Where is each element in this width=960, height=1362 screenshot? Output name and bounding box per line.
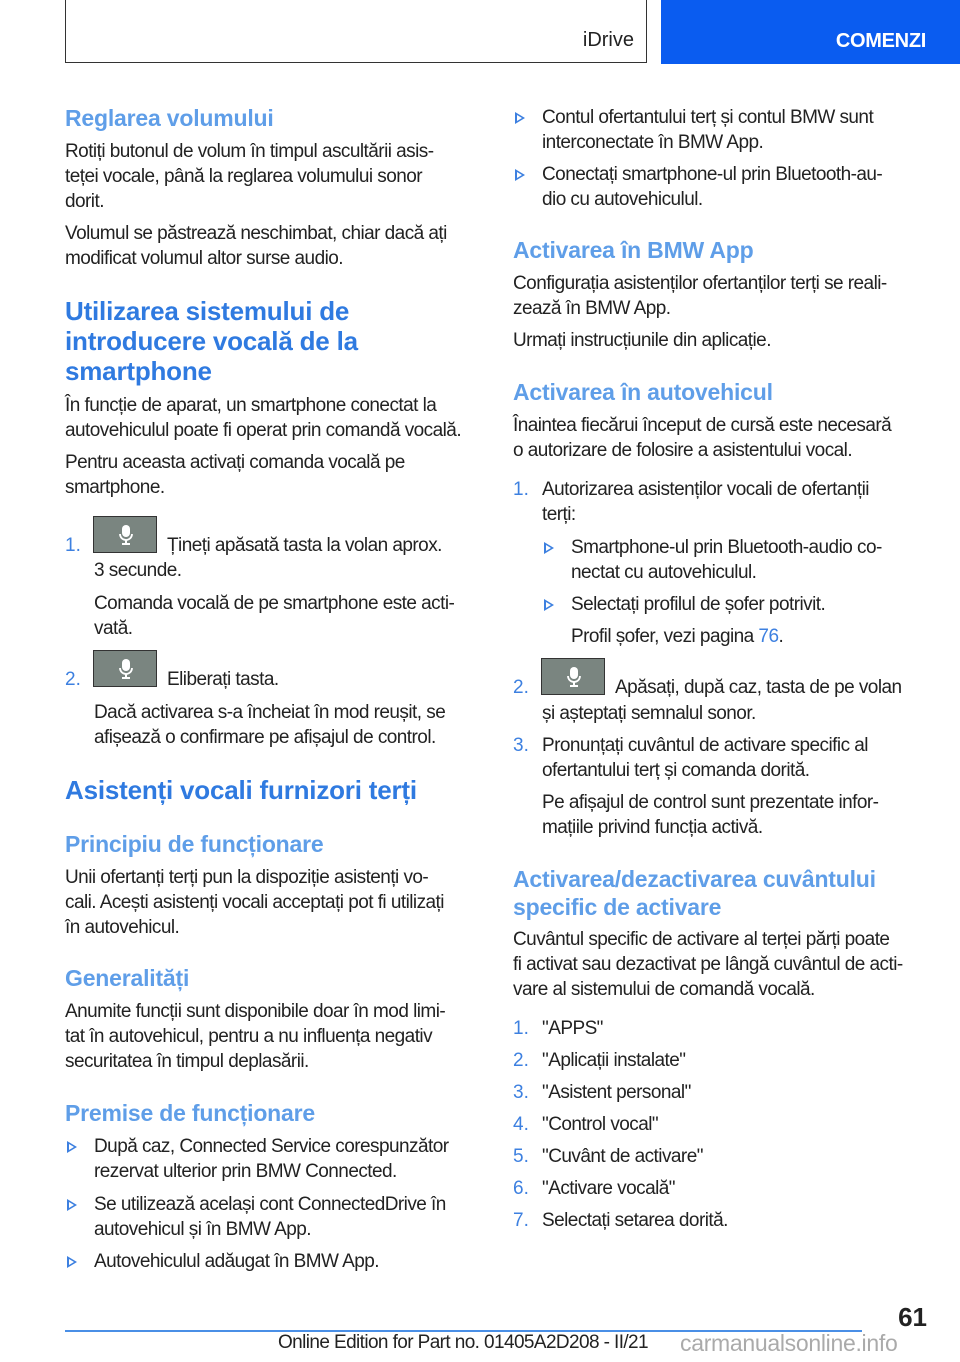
step-text: Selectați setarea dorită.	[542, 1210, 728, 1231]
paragraph: Înaintea fiecărui început de cursă este necesară o autorizare de folosire a asistentului vocal.	[513, 415, 892, 461]
step-number: 1.	[513, 479, 529, 500]
paragraph: Cuvântul specific de activare al terței părți poate fi activat sau dezactivat pe lângă cuvântul de acti- vare al sistemului de comandă vocală.	[513, 929, 903, 1000]
header-section-title: iDrive	[582, 29, 634, 51]
step-number: 3.	[513, 1082, 529, 1103]
heading-app-activation: Activarea în BMW App	[513, 237, 754, 263]
step-text: Pronunțați cuvântul de activare specific al ofertantului terț și comanda dorită.	[542, 735, 868, 781]
list-item: Se utilizează același cont ConnectedDrive în autovehicul și în BMW App.	[94, 1194, 446, 1240]
step-number: 1.	[65, 535, 81, 556]
step-number: 2.	[513, 1050, 529, 1071]
step-text: Eliberați tasta.	[167, 669, 279, 690]
microphone-icon	[118, 525, 134, 545]
step-text-continued: și așteptați semnalul sonor.	[542, 703, 756, 724]
step-number: 6.	[513, 1178, 529, 1199]
bullet-icon	[67, 1256, 77, 1268]
list-item: Autovehiculul adăugat în BMW App.	[94, 1251, 379, 1272]
step-text: "Cuvânt de activare"	[542, 1146, 703, 1167]
step-text-continued: 3 secunde.	[94, 560, 182, 581]
step-text: "APPS"	[542, 1018, 603, 1039]
step-number: 2.	[65, 669, 81, 690]
microphone-button-icon	[93, 650, 157, 687]
step-note: Dacă activarea s-a încheiat în mod reușit, se afișează o confirmare pe afișajul de control.	[94, 702, 446, 748]
microphone-button-icon	[541, 658, 605, 695]
step-number: 3.	[513, 735, 529, 756]
paragraph: Pentru aceasta activați comanda vocală pe smartphone.	[65, 452, 405, 498]
page-link[interactable]: 76	[758, 626, 779, 647]
paragraph: Urmați instrucțiunile din aplicație.	[513, 330, 771, 351]
step-number: 5.	[513, 1146, 529, 1167]
header-section-box	[65, 0, 647, 63]
profile-note	[571, 624, 783, 649]
paragraph: Unii ofertanți terți pun la dispoziție asistenți vo- cali. Acești asistenți vocali acceptați pot fi utilizați în autovehicul.	[65, 867, 444, 938]
heading-principle: Principiu de funcționare	[65, 831, 324, 857]
watermark: carmanualsonline.info	[680, 1330, 898, 1356]
step-number: 4.	[513, 1114, 529, 1135]
step-text: Țineți apăsată tasta la volan aprox.	[167, 535, 442, 556]
profile-note-end: .	[778, 626, 784, 647]
step-text: "Control vocal"	[542, 1114, 659, 1135]
step-number: 1.	[513, 1018, 529, 1039]
step-text: Apăsați, după caz, tasta de pe volan	[615, 677, 902, 698]
bullet-icon	[544, 599, 554, 611]
page-number: 61	[898, 1302, 927, 1332]
step-text: Autorizarea asistenților vocali de ofertanții terți:	[542, 479, 869, 525]
paragraph: Anumite funcții sunt disponibile doar în mod limi- tat în autovehicul, pentru a nu influența negativ securitatea în timpul deplasării.	[65, 1001, 446, 1072]
bullet-icon	[67, 1199, 77, 1211]
microphone-icon	[118, 659, 134, 679]
step-text: "Activare vocală"	[542, 1178, 675, 1199]
heading-wake-word: Activarea/dezactivarea cuvântului specific de activare	[513, 866, 876, 920]
bullet-icon	[515, 112, 525, 124]
heading-third-party-assistants: Asistenți vocali furnizori terți	[65, 775, 417, 805]
list-item: Smartphone-ul prin Bluetooth-audio co- nectat cu autovehiculul.	[571, 537, 882, 583]
paragraph: Volumul se păstrează neschimbat, chiar dacă ați modificat volumul altor surse audio.	[65, 223, 447, 269]
list-item: După caz, Connected Service corespunzător rezervat ulterior prin BMW Connected.	[94, 1136, 449, 1182]
step-number: 7.	[513, 1210, 529, 1231]
footer-edition: Online Edition for Part no. 01405A2D208 - II/21	[278, 1332, 648, 1353]
heading-vehicle-activation: Activarea în autovehicul	[513, 379, 773, 405]
bullet-icon	[515, 169, 525, 181]
chapter-tab[interactable]	[661, 0, 960, 64]
step-note: Pe afișajul de control sunt prezentate infor- mațiile privind funcția activă.	[542, 792, 879, 838]
step-note: Comanda vocală de pe smartphone este acti- vată.	[94, 593, 455, 639]
paragraph: În funcție de aparat, un smartphone conectat la autovehiculul poate fi operat prin comandă vocală.	[65, 395, 462, 441]
chapter-tab-label: COMENZI	[835, 30, 926, 52]
heading-volume: Reglarea volumului	[65, 105, 274, 131]
step-text: "Asistent personal"	[542, 1082, 691, 1103]
paragraph: Rotiți butonul de volum în timpul ascultării asis- teței vocale, până la reglarea volumului sonor dorit.	[65, 141, 434, 212]
paragraph: Configurația asistenților ofertanților terți se reali- zează în BMW App.	[513, 273, 887, 319]
heading-smartphone: Utilizarea sistemului de introducere vocală de la smartphone	[65, 296, 358, 386]
profile-note-text: Profil șofer, vezi pagina	[571, 626, 759, 647]
bullet-icon	[67, 1141, 77, 1153]
step-number: 2.	[513, 677, 529, 698]
microphone-button-icon	[93, 516, 157, 553]
heading-general: Generalități	[65, 965, 190, 991]
step-text: "Aplicații instalate"	[542, 1050, 686, 1071]
microphone-icon	[566, 667, 582, 687]
bullet-icon	[544, 542, 554, 554]
list-item: Contul ofertantului terț și contul BMW sunt interconectate în BMW App.	[542, 107, 874, 153]
list-item: Conectați smartphone-ul prin Bluetooth-au- dio cu autovehiculul.	[542, 164, 883, 210]
list-item: Selectați profilul de șofer potrivit.	[571, 594, 826, 615]
heading-premise: Premise de funcționare	[65, 1100, 315, 1126]
